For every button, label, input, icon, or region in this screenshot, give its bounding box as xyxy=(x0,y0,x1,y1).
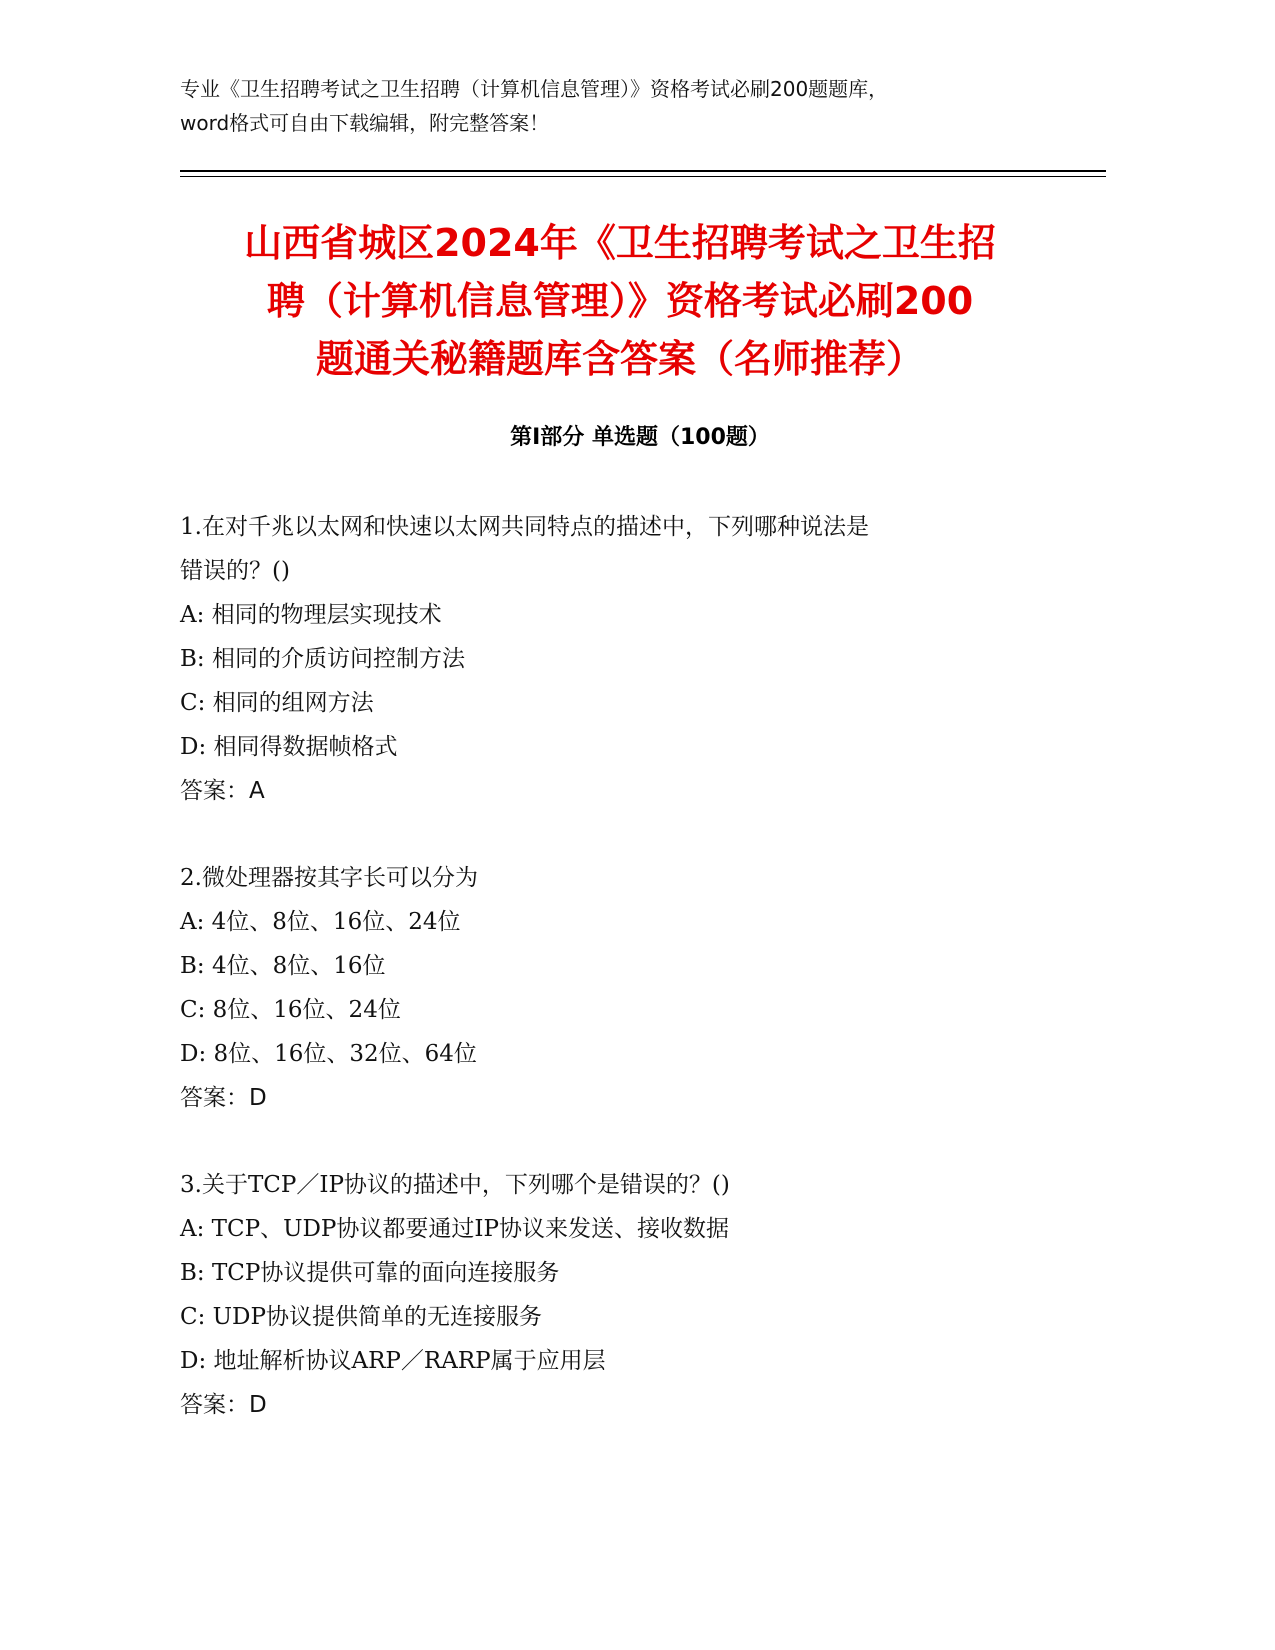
answer-line: 答案：A xyxy=(180,778,265,804)
option-d: D: 8位、16位、32位、64位 xyxy=(180,1041,477,1067)
option-a: A: 相同的物理层实现技术 xyxy=(180,602,442,628)
question-item xyxy=(180,505,1110,813)
section-title: 第I部分 单选题（100题） xyxy=(510,425,770,450)
question-list xyxy=(180,505,1110,1470)
option-d: D: 地址解析协议ARP／RARP属于应用层 xyxy=(180,1348,606,1374)
option-a: A: TCP、UDP协议都要通过IP协议来发送、接收数据 xyxy=(180,1216,729,1242)
title-line: 山西省城区2024年《卫生招聘考试之卫生招 xyxy=(244,221,996,265)
header-rule-thin xyxy=(180,176,1106,177)
option-a: A: 4位、8位、16位、24位 xyxy=(180,909,461,935)
document-title xyxy=(170,214,1070,388)
question-item xyxy=(180,1163,1110,1427)
option-c: C: 相同的组网方法 xyxy=(180,690,374,716)
header-note-line: 专业《卫生招聘考试之卫生招聘（计算机信息管理）》资格考试必刷200题题库， xyxy=(180,77,889,101)
question-stem: 3.关于TCP／IP协议的描述中，下列哪个是错误的？() xyxy=(180,1172,730,1198)
title-line: 题通关秘籍题库含答案（名师推荐） xyxy=(315,337,924,381)
option-c: C: UDP协议提供简单的无连接服务 xyxy=(180,1304,542,1330)
question-stem: 错误的？() xyxy=(180,558,290,584)
option-d: D: 相同得数据帧格式 xyxy=(180,734,398,760)
header-note-line: word格式可自由下载编辑，附完整答案！ xyxy=(180,111,550,135)
answer-line: 答案：D xyxy=(180,1085,267,1111)
question-stem: 2.微处理器按其字长可以分为 xyxy=(180,865,478,891)
option-c: C: 8位、16位、24位 xyxy=(180,997,401,1023)
option-b: B: 相同的介质访问控制方法 xyxy=(180,646,465,672)
header-rule-thick xyxy=(180,170,1106,172)
option-b: B: 4位、8位、16位 xyxy=(180,953,386,979)
header-note xyxy=(180,72,1110,140)
option-b: B: TCP协议提供可靠的面向连接服务 xyxy=(180,1260,560,1286)
question-stem: 1.在对千兆以太网和快速以太网共同特点的描述中，下列哪种说法是 xyxy=(180,514,869,540)
question-item xyxy=(180,856,1110,1120)
answer-line: 答案：D xyxy=(180,1392,267,1418)
title-line: 聘（计算机信息管理）》资格考试必刷200 xyxy=(266,279,974,323)
